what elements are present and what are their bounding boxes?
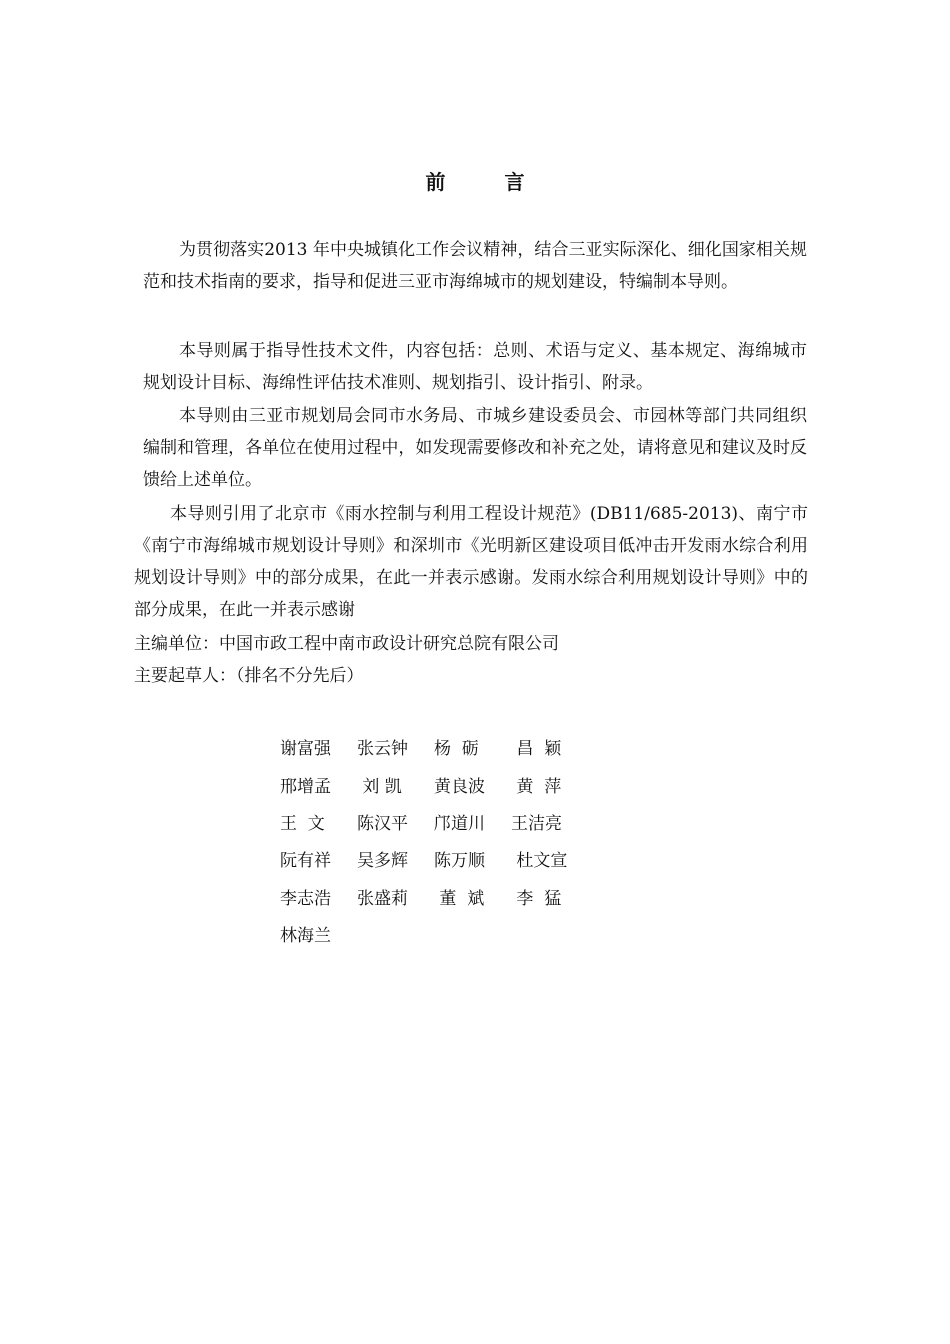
drafter-name: 李 猛 bbox=[511, 888, 562, 909]
drafter-name: 杜文宣 bbox=[511, 851, 568, 872]
drafter-names bbox=[280, 728, 588, 952]
drafter-name: 阮有祥 bbox=[280, 851, 331, 872]
drafter-row bbox=[280, 878, 588, 915]
drafter-row bbox=[280, 840, 588, 877]
paragraph-management: 本导则由三亚市规划局会同市水务局、市城乡建设委员会、市园林等部门共同组织编制和管理，各单位在使用过程中，如发现需要修改和补充之处，请将意见和建议及时反馈给上述单位。 bbox=[143, 406, 807, 490]
drafter-name: 黄 萍 bbox=[511, 776, 562, 797]
drafter-name: 陈汉平 bbox=[357, 813, 408, 834]
drafter-name: 刘 凯 bbox=[357, 776, 402, 797]
drafters-heading: 主要起草人：（排名不分先后） bbox=[134, 666, 364, 686]
paragraph-acknowledgement: 本导则引用了北京市《雨水控制与利用工程设计规范》(DB11/685-2013)、南宁市《南宁市海绵城市规划设计导则》和深圳市《光明新区建设项目低冲击开发雨水综合利用规划设计导则》中的部分成果，在此一并表示感谢。发雨水综合利用规划设计导则》中的部分成果，在此一并表示感谢 bbox=[134, 504, 808, 620]
drafter-name: 吴多辉 bbox=[357, 851, 408, 872]
drafter-name: 张云钟 bbox=[357, 739, 408, 760]
paragraph-purpose: 为贯彻落实2013 年中央城镇化工作会议精神，结合三亚实际深化、细化国家相关规范和技术指南的要求，指导和促进三亚市海绵城市的规划建设，特编制本导则。 bbox=[143, 240, 807, 292]
drafter-row bbox=[280, 915, 588, 952]
drafter-name: 董 斌 bbox=[434, 888, 485, 909]
drafter-name: 王 文 bbox=[280, 813, 325, 834]
drafter-name: 王洁亮 bbox=[511, 813, 562, 834]
drafter-row bbox=[280, 765, 588, 802]
drafter-name: 陈万顺 bbox=[434, 851, 485, 872]
page-title: 前 言 bbox=[425, 170, 551, 194]
drafter-name: 黄良波 bbox=[434, 776, 485, 797]
paragraph-contents: 本导则属于指导性技术文件，内容包括：总则、术语与定义、基本规定、海绵城市规划设计目标、海绵性评估技术准则、规划指引、设计指引、附录。 bbox=[143, 341, 807, 393]
drafter-name: 邝道川 bbox=[434, 813, 485, 834]
drafter-name: 李志浩 bbox=[280, 888, 331, 909]
drafter-name: 杨 砺 bbox=[434, 739, 479, 760]
drafter-row bbox=[280, 803, 588, 840]
drafter-name: 谢富强 bbox=[280, 739, 331, 760]
drafter-name: 昌 颖 bbox=[511, 739, 562, 760]
drafter-name: 邢增孟 bbox=[280, 776, 331, 797]
chief-editor-line: 主编单位：中国市政工程中南市政设计研究总院有限公司 bbox=[134, 634, 559, 654]
drafter-row bbox=[280, 728, 588, 765]
drafter-name: 林海兰 bbox=[280, 926, 331, 947]
drafter-name: 张盛莉 bbox=[357, 888, 408, 909]
